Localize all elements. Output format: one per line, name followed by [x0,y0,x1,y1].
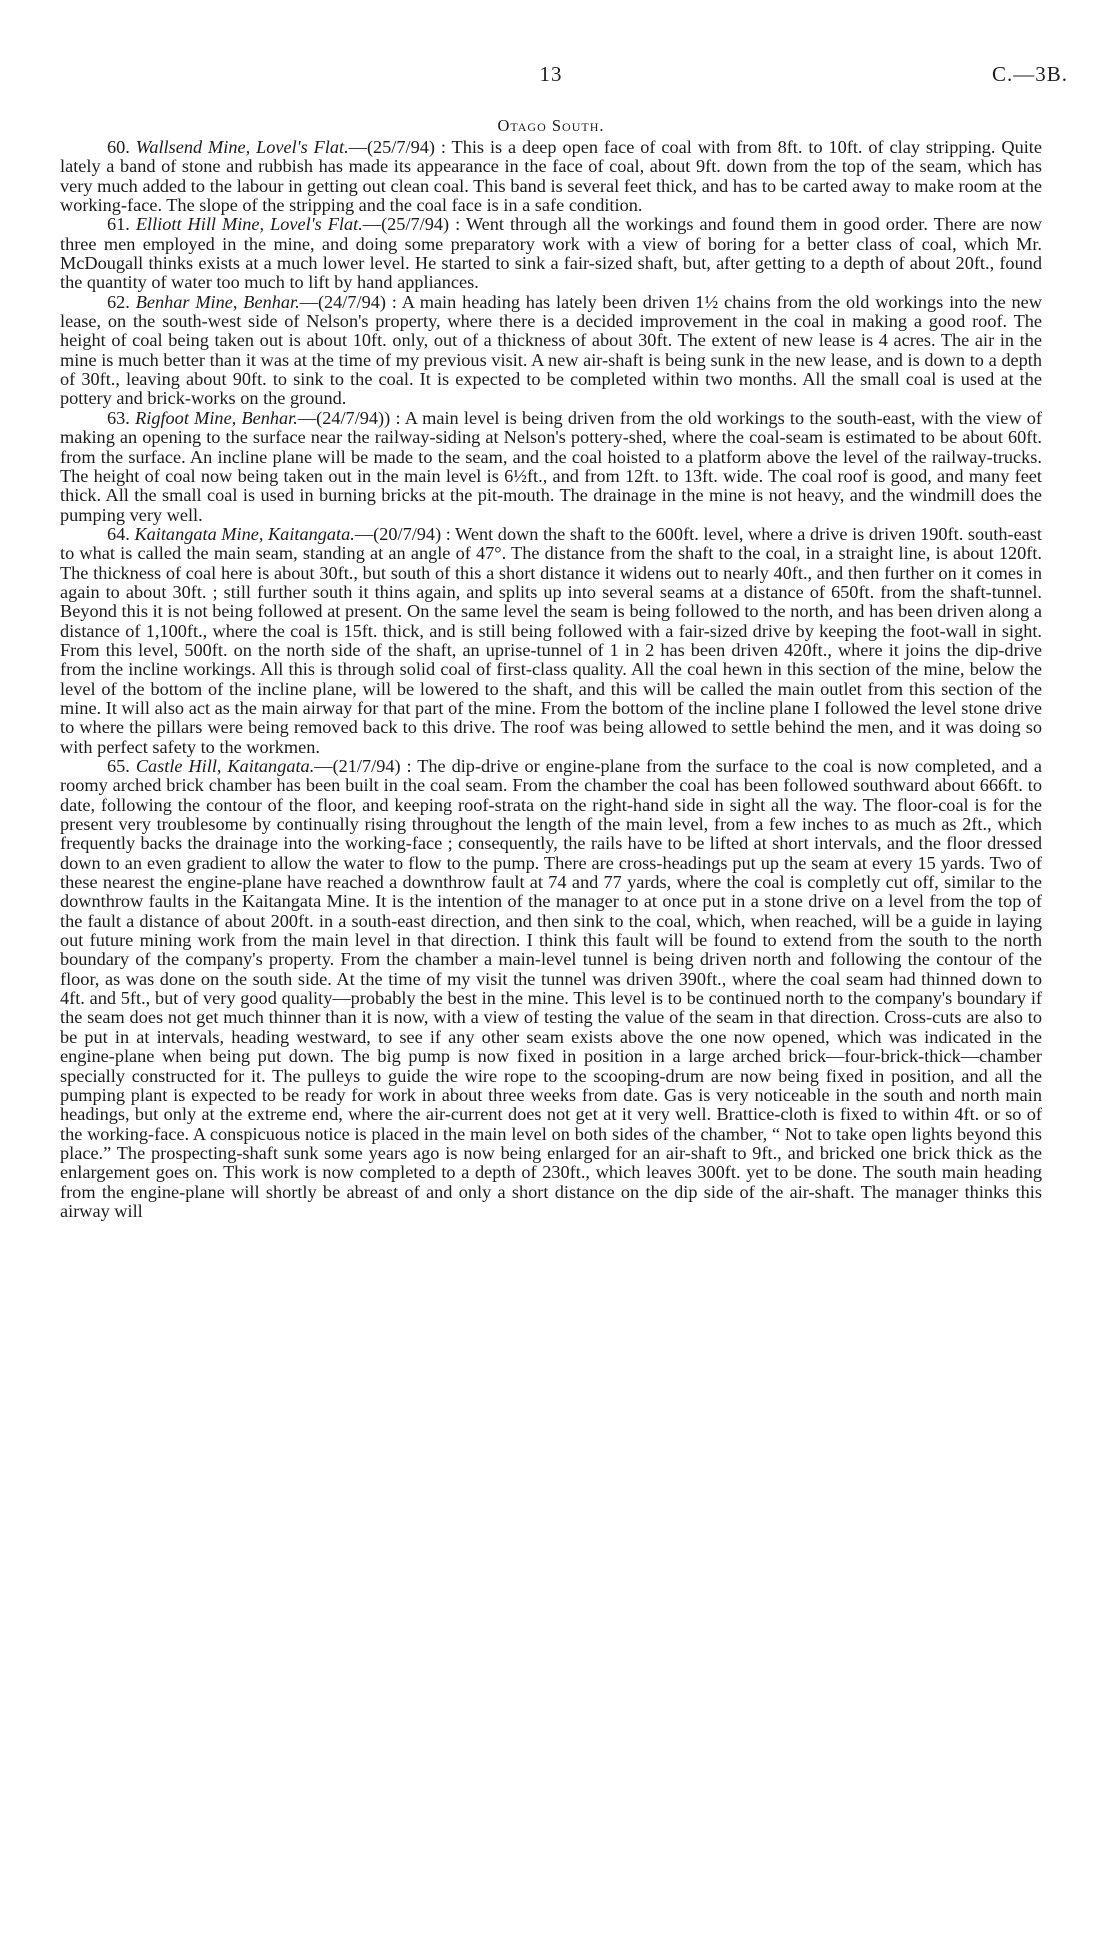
paragraph-text: —(21/7/94) : The dip-drive or engine-plane from the surface to the coal is now completed, and a roomy arched brick chamber has been built in the coal seam. From the chamber the coal has been followed southward about 666ft. to date, following the contour of the floor, and keeping roof-strata on the right-hand side in sight all the way. The floor-coal is for the present very troublesome by continually rising throughout the length of the main level, from a few inches to as much as 2ft., which frequently backs the drainage into the working-face ; consequently, the rails have to be lifted at short intervals, and the floor dressed down to an even gradient to allow the water to flow to the pump. There are cross-headings put up the seam at every 15 yards. Two of these nearest the engine-plane have reached a downthrow fault at 74 and 77 yards, where the coal is completly cut off, similar to the downthrow faults in the Kaitangata Mine. It is the intention of the manager to at once put in a stone drive on a level from the top of the fault a distance of about 200ft. in a south-east direction, and then sink to the coal, which, when reached, will be a guide in laying out future mining work from the main level in that direction. I think this fault will be found to extend from the south to the north boundary of the company's property. From the chamber a main-level tunnel is being driven north and following the contour of the floor, as was done on the south side. At the time of my visit the tunnel was driven 390ft., where the coal seam had thinned down to 4ft. and 5ft., but of very good quality—probably the best in the mine. This level is to be continued north to the company's boundary if the seam does not get much thinner than it is now, with a view of testing the value of the seam in that direction. Cross-cuts are also to be put in at intervals, heading westward, to see if any other seam exists above the one now opened, which was indicated in the engine-plane when being put down. The big pump is now fixed in position in a large arched brick—four-brick-thick—chamber specially constructed for it. The pulleys to guide the wire rope to the scooping-drum are now being fixed in position, and all the pumping plant is expected to be ready for work in about three weeks from date. Gas is very noticeable in the south and north main headings, but only at the extreme end, where the air-current does not get at it very well. Brattice-cloth is fixed to within 4ft. or so of the working-face. A conspicuous notice is placed in the main level on both sides of the chamber, “ Not to take open lights beyond this place.” The prospecting-shaft sunk some years ago is now being enlarged for an air-shaft to 9ft., and bricked one brick thick as the enlargement goes on. This work is now completed to a depth of 230ft., which leaves 300ft. yet to be done. The south main heading from the engine-plane will shortly be abreast of and only a short distance on the dip side of the air-shaft. The manager thinks this airway will [60,756,1043,1221]
mine-title: Rigfoot Mine, Benhar. [135,407,298,428]
paragraph-number: 60. [107,137,130,157]
section-title: Otago South. [497,116,605,135]
paragraph-number: 62. [107,291,130,312]
paragraph-number: 63. [107,407,130,428]
document-reference: C.—3B. [991,62,1068,86]
paragraph-text: —(25/7/94) : Went through all the workings and found them in good order. There are now three men employed in the mine, and doing some preparatory work with a view of boring for a better class of coal, which Mr. McDougall thinks exists at a much lower level. He started to sink a fair-sized shaft, but, after getting to a depth of about 20ft., found the quantity of water too much to lift by hand appliances. [60,214,1043,293]
paragraph-64 [60,525,1042,757]
paragraph-65 [60,757,1042,1221]
paragraph-62 [60,293,1042,409]
mine-title: Elliott Hill Mine, Lovel's Flat. [135,214,363,235]
paragraph-60 [60,138,1042,215]
mine-title: Wallsend Mine, Lovel's Flat. [135,137,349,157]
paragraph-number: 64. [107,523,130,544]
paragraph-61 [60,215,1042,292]
paragraph-text: —(25/7/94) : This is a deep open face of coal with from 8ft. to 10ft. of clay stripping. Quite lately a band of stone and rubbish has made its appearance in the face of coal, about 9ft. down from the top of the seam, which has very much added to the labour in getting out clean coal. This band is several feet thick, and has to be carted away to make room at the working-face. The slope of the stripping and the coal face is in a safe condition. [60,137,1042,216]
mine-title: Benhar Mine, Benhar. [135,291,300,312]
paragraph-text: —(24/7/94) : A main heading has lately been driven 1½ chains from the old workings into the new lease, on the south-west side of Nelson's property, where there is a decided improvement in the coal in making a good roof. The height of coal being taken out is about 10ft. only, out of a thickness of about 30ft. The extent of new lease is 4 acres. The air in the mine is much better than it was at the time of my previous visit. A new air-shaft is being sunk in the new lease, and is down to a depth of 30ft., leaving about 90ft. to sink to the coal. It is expected to be completed within two months. All the small coal is used at the pottery and brick-works on the ground. [60,291,1042,409]
paragraph-63 [60,409,1042,525]
paragraph-text: —(20/7/94) : Went down the shaft to the 600ft. level, where a drive is driven 190ft. south-east to what is called the main seam, standing at an angle of 47°. The distance from the shaft to the coal, in a straight line, is about 120ft. The thickness of coal here is about 30ft., but south of this a short distance it widens out to nearly 40ft., and then further on it comes in again to about 30ft. ; still further south it thins again, and splits up into several seams at a distance of 650ft. from the shaft-tunnel. Beyond this it is not being followed at present. On the same level the seam is being followed to the north, and has been driven along a distance of 1,100ft., where the coal is 15ft. thick, and is still being followed with a fair-sized drive by keeping the foot-wall in sight. From this level, 500ft. on the north side of the shaft, an uprise-tunnel of 1 in 2 has been driven 420ft., where it joins the dip-drive from the incline workings. All this is through solid coal of first-class quality. All the coal hewn in this section of the mine, below the level of the bottom of the incline plane, will be lowered to the shaft, and this will be called the main outlet from this section of the mine. It will also act as the main airway for that part of the mine. From the bottom of the incline plane I followed the level stone drive to where the pillars were being removed back to this drive. The roof was being allowed to settle behind the men, and it was doing so with perfect safety to the workmen. [60,523,1042,757]
paragraph-number: 65. [107,756,130,776]
page-number: 13 [539,62,563,86]
page-header [60,62,1068,100]
mine-title: Castle Hill, Kaitangata. [135,756,315,776]
mine-title: Kaitangata Mine, Kaitangata. [134,523,355,544]
paragraph-text: —(24/7/94)) : A main level is being driven from the old workings to the south-east, with the view of making an opening to the surface near the railway-siding at Nelson's pottery-shed, where the coal-seam is estimated to be about 60ft. from the surface. An incline plane will be made to the seam, and the coal hoisted to a platform above the level of the railway-trucks. The height of coal now being taken out in the main level is 6½ft., and from 12ft. to 13ft. wide. The coal roof is good, and many feet thick. All the small coal is used in burning bricks at the pit-mouth. The drainage in the mine is not heavy, and the windmill does the pumping very well. [60,407,1042,525]
paragraph-number: 61. [107,214,130,235]
